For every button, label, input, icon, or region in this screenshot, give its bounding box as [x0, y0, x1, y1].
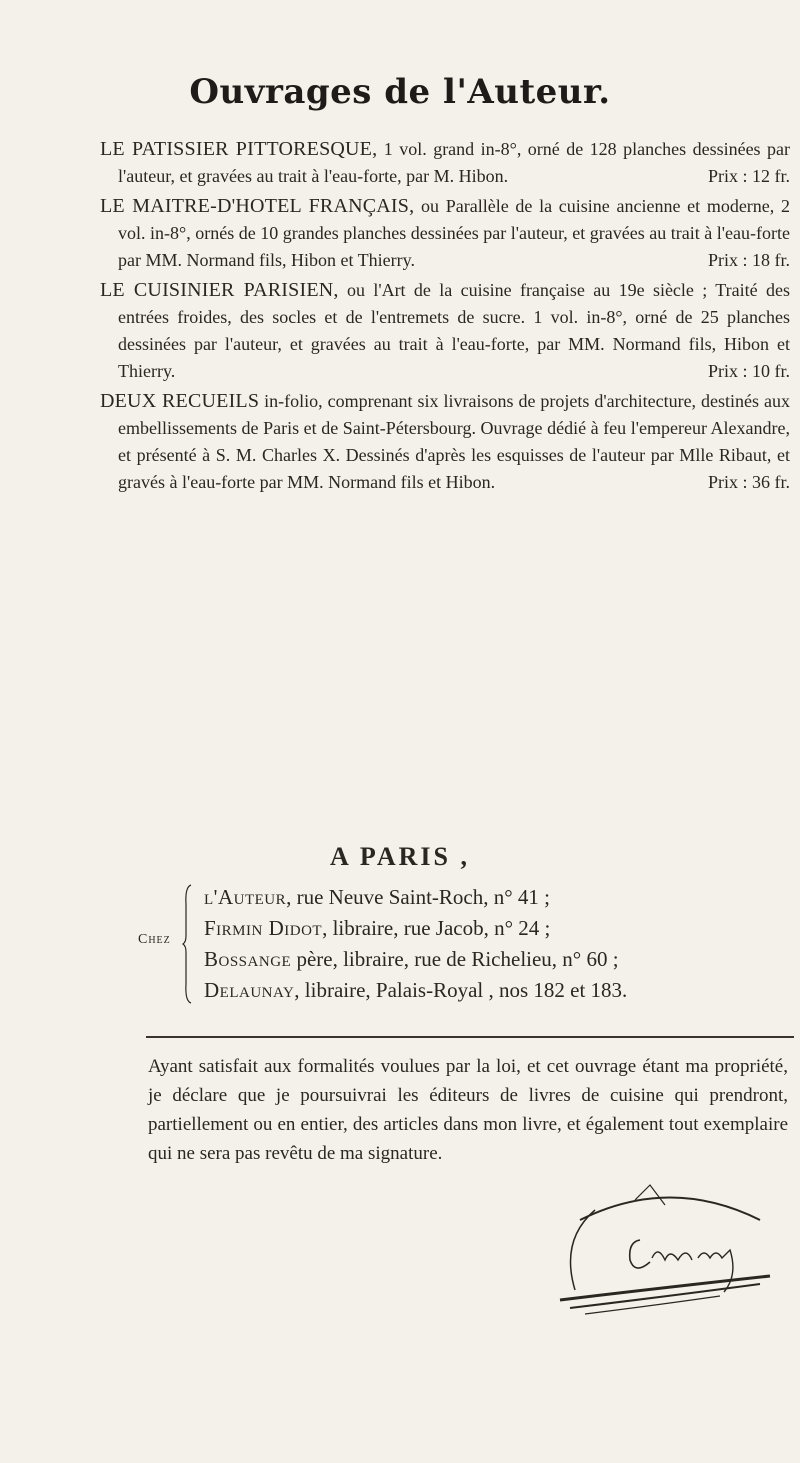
divider-rule — [146, 1036, 794, 1038]
work-entry — [100, 193, 790, 274]
sellers-block — [138, 882, 798, 1012]
work-entry — [100, 277, 790, 385]
seller-address: , libraire, rue Jacob, n° 24 ; — [322, 916, 551, 940]
work-entry — [100, 388, 790, 496]
work-title: DEUX RECUEILS — [100, 390, 260, 412]
address-line — [204, 944, 800, 975]
address-line — [204, 975, 800, 1006]
address-line — [204, 882, 800, 913]
chez-label: Chez — [138, 932, 171, 947]
curly-brace-icon — [182, 884, 192, 1004]
work-description: ou Parallèle de la cuisine ancienne et moderne, 2 vol. in-8°, ornés de 10 grandes planches dessinées par l'auteur, et gravées au trait à l'eau-forte par MM. Normand fils, Hibon et Thierry. — [118, 196, 790, 270]
work-description: in-folio, comprenant six livraisons de projets d'architecture, destinés aux embellissements de Paris et de Saint-Pétersbourg. Ouvrage dédié à feu l'empereur Alexandre, et présenté à S. M. Charles X. Dessinés d'après les esquisses de l'auteur par Mlle Ribaut, et gravés à l'eau-forte par MM. Normand fils et Hibon. — [118, 391, 790, 492]
author-signature — [540, 1180, 800, 1330]
seller-name: l'Auteur — [204, 885, 287, 909]
works-list — [100, 136, 790, 499]
work-description: ou l'Art de la cuisine française au 19e siècle ; Traité des entrées froides, des socles et de l'entremets de sucre. 1 vol. in-8°, orné de 25 planches dessinées par l'auteur, et gravées au trait à l'eau-forte, par MM. Normand fils, Hibon et Thierry. — [118, 280, 790, 381]
work-price: Prix : 36 fr. — [707, 472, 790, 492]
work-price: Prix : 10 fr. — [707, 361, 790, 381]
seller-name: Firmin Didot — [204, 916, 323, 940]
work-entry — [100, 136, 790, 190]
work-price: Prix : 12 fr. — [707, 166, 790, 186]
seller-name: Delaunay — [204, 978, 295, 1002]
seller-address: , libraire, Palais-Royal , nos 182 et 183. — [294, 978, 628, 1002]
paris-heading: A PARIS , — [330, 842, 470, 871]
work-title: LE MAITRE-D'HOTEL FRANÇAIS, — [100, 195, 415, 217]
seller-address: père, libraire, rue de Richelieu, n° 60 ; — [291, 947, 619, 971]
seller-name: Bossange — [204, 947, 292, 971]
address-list — [204, 882, 800, 1006]
page-heading: Ouvrages de l'Auteur. — [189, 72, 611, 112]
work-price: Prix : 18 fr. — [707, 250, 790, 270]
address-line — [204, 913, 800, 944]
work-title: LE CUISINIER PARISIEN, — [100, 279, 339, 301]
seller-address: , rue Neuve Saint-Roch, n° 41 ; — [286, 885, 550, 909]
copyright-notice: Ayant satisfait aux formalités voulues par la loi, et cet ouvrage étant ma propriété, je déclare que je poursuivrai les éditeurs de livres de cuisine qui prendront, partiellement ou en entier, des articles dans mon livre, et également tout exemplaire qui ne sera pas revêtu de ma signature. — [148, 1056, 788, 1164]
work-description: 1 vol. grand in-8°, orné de 128 planches dessinées par l'auteur, et gravées au trait à l'eau-forte, par M. Hibon. — [118, 139, 791, 186]
work-title: LE PATISSIER PITTORESQUE, — [100, 138, 378, 160]
